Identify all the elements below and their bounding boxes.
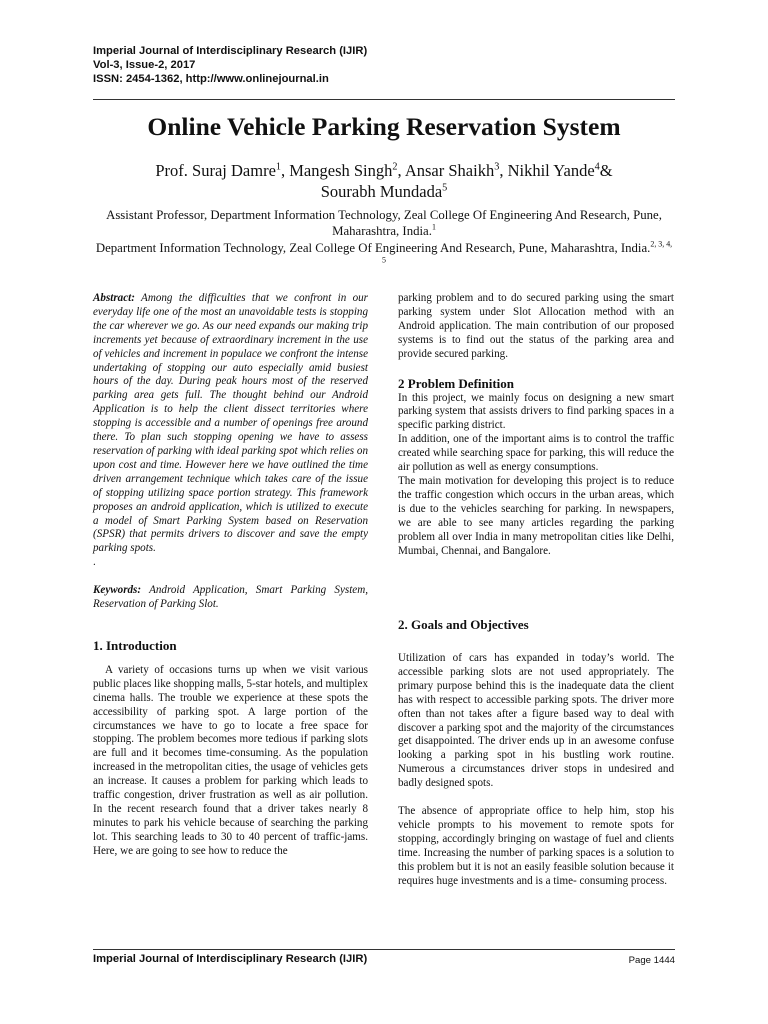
author-list xyxy=(93,160,675,202)
affiliation-mark: 1 xyxy=(431,222,436,232)
continued-paragraph: parking problem and to do secured parking using the smart parking system under Slot Allocation method with an Android application. The main contribution of our proposed systems is to find out the status of the parking area and provide secured parking. xyxy=(398,292,674,360)
goals-paragraph-1: Utilization of cars has expanded in today’s world. The accessible parking slots are not used appropriately. The primary purpose behind this is the inadequate data the client has with respect to accessible parking spots. The driver more often than not takes after a figure based way to deal with discover a parking spot and the majority of the circumstances get disappointed. The driver ends up in an awesome confuse looking a parking spot in his bustling work routine. Numerous a circumstances driver stops in undesired and badly designed spots. xyxy=(398,652,674,790)
keywords xyxy=(93,584,368,612)
section-heading-introduction: 1. Introduction xyxy=(93,637,177,653)
abstract xyxy=(93,292,368,556)
introduction-paragraph: A variety of occasions turns up when we visit various public places like shopping malls, 5-star hotels, and multiplex cinema halls. The trouble we experience at these spots the accessibility of parking spot. A large portion of the circumstances we have to go to locate a free space for stopping. The problem becomes more tedious if parking slots are full and it becomes time-consuming. As the population increased in the metropolitan cities, the usage of vehicles gets an increase. It causes a problem for parking which leads to traffic congestion, driver frustration as well as air pollution. In the recent research found that a driver takes nearly 8 minutes to park his vehicle because of searching the parking lot. This searching leads to 30 to 40 percent of traffic-jams. Here, we are going to see how to reduce the xyxy=(93,663,368,857)
problem-paragraph-2: In addition, one of the important aims is to control the traffic created while searching space for parking, this will reduce the air pollution as well as energy consumptions. xyxy=(398,433,674,474)
right-column-top xyxy=(398,292,674,558)
author-separator: , xyxy=(397,161,405,180)
problem-paragraph-1: In this project, we mainly focus on designing a new smart parking system that assists drivers to find parking spaces in a specific parking district. xyxy=(398,391,674,432)
abstract-text: Among the difficulties that we confront in our everyday life one of the most an unavoidable tests is stopping the car wherever we go. As our need expands our making trip increments yet because of extraordinary increment in the use of vehicles and increment in populace we confront the intense undertaking of stopping our auto especially amid busiest hours of the day. During peak hours most of the reserved parking area gets full. The thought behind our Android Application is to help the client dissect territories where stopping is accessible and a number of openings free around there. To plan such stopping opening we have to assess reservation of parking with ideal parking spot which relies on upon cost and time. However here we have outlined the time driven arrangement technique which takes care of the issue of stopping utilizing space portion strategy. This framework proposes an android application, which is utilized to execute a model of Smart Parking System based on Reservation (SPSR) that permits drivers to discover and save the empty parking spots. xyxy=(93,292,368,555)
left-column xyxy=(93,292,368,859)
right-column-bottom xyxy=(398,617,674,889)
abstract-label: Abstract: xyxy=(93,292,135,304)
footer-divider xyxy=(93,949,675,950)
author-affil-mark: 2 xyxy=(392,161,398,173)
keywords-label: Keywords: xyxy=(93,584,142,597)
journal-name: Imperial Journal of Interdisciplinary Research (IJIR) xyxy=(93,45,368,57)
header-divider xyxy=(93,99,675,100)
abstract-dot: . xyxy=(93,556,96,569)
affiliation-text: Department Information Technology, Zeal College Of Engineering And Research, Pune, Maharashtra, India. xyxy=(95,241,651,255)
author-affil-mark: 4 xyxy=(594,161,600,173)
affiliation-mark: 2, 3, 4, 5 xyxy=(382,239,673,265)
affiliation-2 xyxy=(93,240,675,272)
author-separator: & xyxy=(599,161,613,180)
author-name: Sourabh Mundada xyxy=(320,182,443,201)
affiliation-1 xyxy=(93,207,675,239)
author-affil-mark: 5 xyxy=(442,182,448,194)
journal-volume: Vol-3, Issue-2, 2017 xyxy=(93,59,196,71)
section-heading-goals: 2. Goals and Objectives xyxy=(398,617,529,632)
affiliation-text: Assistant Professor, Department Information Technology, Zeal College Of Engineering And Research, Pune, Maharashtra, India. xyxy=(106,208,662,238)
problem-paragraph-3: The main motivation for developing this project is to reduce the traffic congestion which occurs in the urban areas, which is due to the vehicles searching for parking. In newspapers, we are able to see many articles regarding the parking problem all over India in many metropolitan cities like Delhi, Mumbai, Chennai, and Bangalore. xyxy=(398,474,674,557)
page-number: Page 1444 xyxy=(628,955,675,966)
author-name: Prof. Suraj Damre xyxy=(155,161,276,180)
goals-paragraph-2: The absence of appropriate office to help him, stop his vehicle prompts to his movement to remote spots for stopping, accordingly bringing on wastage of fuel and clients time. Increasing the number of parking spaces is a solution to this problem but it is not an easily feasible solution because it requires huge investments and is a time- consuming process. xyxy=(398,805,674,887)
author-separator: , xyxy=(499,161,508,180)
section-heading-problem: 2 Problem Definition xyxy=(398,375,515,391)
journal-header xyxy=(93,44,367,86)
journal-issn: ISSN: 2454-1362, http://www.onlinejournal.in xyxy=(93,73,329,85)
author-name: Nikhil Yande xyxy=(507,161,595,180)
author-affil-mark: 1 xyxy=(275,161,281,173)
keywords-text: Android Application, Smart Parking System, Reservation of Parking Slot. xyxy=(93,584,368,611)
author-name: Ansar Shaikh xyxy=(404,161,495,180)
author-separator: , xyxy=(281,161,290,180)
paper-title: Online Vehicle Parking Reservation System xyxy=(147,112,621,141)
author-name: Mangesh Singh xyxy=(289,161,393,180)
footer-journal-name: Imperial Journal of Interdisciplinary Research (IJIR) xyxy=(93,953,368,965)
author-affil-mark: 3 xyxy=(494,161,500,173)
